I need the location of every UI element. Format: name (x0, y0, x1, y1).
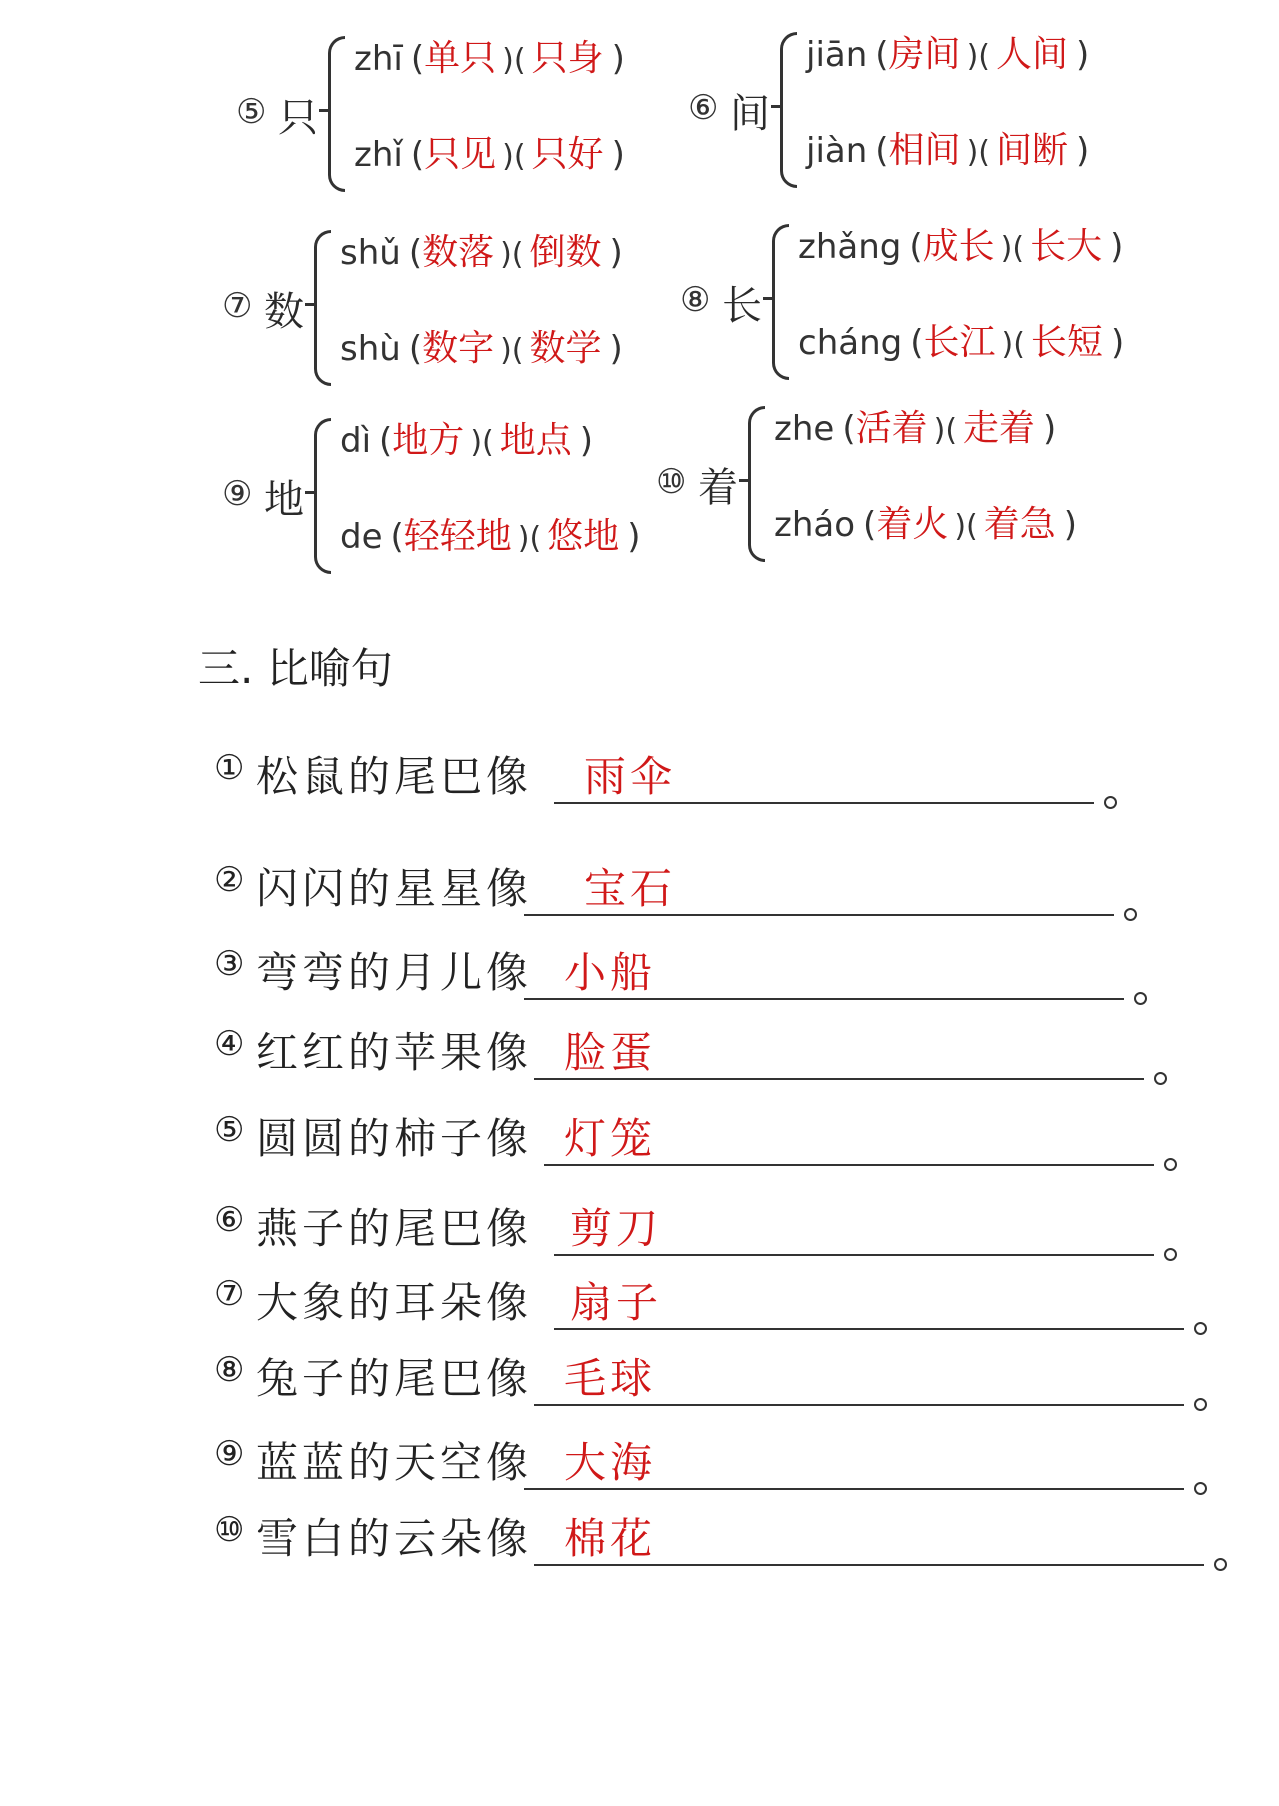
item-number: ⑥ (214, 1200, 245, 1240)
simile-row (214, 1270, 1214, 1330)
answer-word: 地点 (499, 420, 572, 461)
reading-row: zhe (活着 )( 走着 ) (774, 408, 1057, 449)
simile-answer: 大海 (564, 1438, 657, 1487)
group-character: 着 (698, 465, 738, 511)
answer-word: 数字 (422, 328, 495, 369)
group-character: 只 (278, 95, 318, 141)
answer-blank-line (534, 1404, 1184, 1406)
curly-brace (780, 32, 797, 188)
pinyin: zhǎng (798, 227, 902, 267)
answer-word: 相间 (888, 130, 961, 171)
reading-row: zhǎng (成长 )( 长大 ) (798, 226, 1124, 267)
simile-question: 燕子的尾巴像 (256, 1204, 533, 1253)
pinyin: zhī (354, 39, 403, 79)
period-mark (1134, 992, 1147, 1005)
group-number: ⑥ (688, 88, 719, 128)
item-number: ③ (214, 944, 245, 984)
answer-word: 成长 (922, 226, 995, 267)
answer-blank-line (524, 998, 1124, 1000)
pinyin: shù (340, 329, 401, 369)
answer-blank-line (524, 1488, 1184, 1490)
simile-answer: 雨伞 (584, 752, 677, 801)
group-number: ⑨ (222, 474, 253, 514)
pinyin: cháng (798, 323, 903, 363)
answer-word: 着火 (876, 504, 949, 545)
curly-brace (314, 418, 331, 574)
answer-word: 只见 (424, 134, 497, 175)
simile-question: 兔子的尾巴像 (256, 1354, 533, 1403)
curly-brace (748, 406, 765, 562)
group-number: ⑩ (656, 462, 687, 502)
answer-word: 着急 (983, 504, 1056, 545)
answer-blank-line (534, 1564, 1204, 1566)
simile-question: 蓝蓝的天空像 (256, 1438, 533, 1487)
pinyin: zháo (774, 505, 856, 545)
period-mark (1104, 796, 1117, 809)
answer-word: 数落 (422, 232, 495, 273)
group-character: 间 (730, 91, 770, 137)
answer-word: 长短 (1030, 322, 1103, 363)
reading-row: zhī (单只 )( 只身 ) (354, 38, 625, 79)
simile-answer: 毛球 (564, 1354, 657, 1403)
period-mark (1164, 1158, 1177, 1171)
group-character: 数 (264, 289, 304, 335)
answer-word: 单只 (424, 38, 497, 79)
item-number: ② (214, 860, 245, 900)
answer-blank-line (554, 802, 1094, 804)
answer-word: 轻轻地 (403, 516, 512, 557)
item-number: ⑩ (214, 1510, 245, 1550)
period-mark (1154, 1072, 1167, 1085)
answer-blank-line (524, 914, 1114, 916)
curly-brace (328, 36, 345, 192)
simile-row (214, 1196, 1214, 1256)
reading-row: shǔ (数落 )( 倒数 ) (340, 232, 623, 273)
section-title: 三. 比喻句 (198, 644, 393, 693)
item-number: ⑧ (214, 1350, 245, 1390)
simile-row (214, 1106, 1214, 1166)
simile-row (214, 1506, 1214, 1566)
answer-word: 人间 (995, 34, 1068, 75)
answer-word: 走着 (963, 408, 1036, 449)
pinyin: de (340, 517, 383, 557)
answer-word: 数学 (529, 328, 602, 369)
simile-question: 松鼠的尾巴像 (256, 752, 533, 801)
simile-answer: 小船 (564, 948, 657, 997)
answer-blank-line (544, 1164, 1154, 1166)
pinyin: jiàn (806, 131, 868, 171)
item-number: ⑨ (214, 1434, 245, 1474)
period-mark (1194, 1322, 1207, 1335)
group-number: ⑧ (680, 280, 711, 320)
period-mark (1164, 1248, 1177, 1261)
item-number: ④ (214, 1024, 245, 1064)
simile-row (214, 1430, 1214, 1490)
reading-row: jiān (房间 )( 人间 ) (806, 34, 1090, 75)
simile-answer: 扇子 (570, 1278, 663, 1327)
group-character: 长 (722, 283, 762, 329)
simile-question: 圆圆的柿子像 (256, 1114, 533, 1163)
reading-row: de (轻轻地 )( 悠地 ) (340, 516, 641, 557)
period-mark (1214, 1558, 1227, 1571)
period-mark (1124, 908, 1137, 921)
period-mark (1194, 1398, 1207, 1411)
answer-word: 活着 (855, 408, 928, 449)
answer-blank-line (554, 1328, 1184, 1330)
item-number: ① (214, 748, 245, 788)
reading-row: dì (地方 )( 地点 ) (340, 420, 594, 461)
simile-row (214, 1346, 1214, 1406)
simile-question: 闪闪的星星像 (256, 864, 533, 913)
answer-word: 地方 (392, 420, 465, 461)
reading-row: jiàn (相间 )( 间断 ) (806, 130, 1090, 171)
answer-word: 长江 (923, 322, 996, 363)
pinyin: zhe (774, 409, 835, 449)
reading-row: cháng (长江 )( 长短 ) (798, 322, 1125, 363)
reading-row: shù (数字 )( 数学 ) (340, 328, 623, 369)
reading-row: zhǐ (只见 )( 只好 ) (354, 134, 625, 175)
simile-row (214, 744, 1214, 804)
pinyin: zhǐ (354, 135, 403, 175)
curly-brace (772, 224, 789, 380)
simile-row (214, 940, 1214, 1000)
item-number: ⑦ (214, 1274, 245, 1314)
pinyin: shǔ (340, 233, 401, 273)
simile-answer: 宝石 (584, 864, 677, 913)
answer-word: 倒数 (529, 232, 602, 273)
simile-answer: 棉花 (564, 1514, 657, 1563)
answer-word: 只身 (531, 38, 604, 79)
pinyin: dì (340, 421, 372, 461)
simile-answer: 灯笼 (564, 1114, 657, 1163)
group-number: ⑦ (222, 286, 253, 326)
simile-answer: 脸蛋 (564, 1028, 657, 1077)
simile-question: 雪白的云朵像 (256, 1514, 533, 1563)
reading-row: zháo (着火 )( 着急 ) (774, 504, 1078, 545)
curly-brace (314, 230, 331, 386)
period-mark (1194, 1482, 1207, 1495)
group-character: 地 (264, 477, 304, 523)
simile-question: 红红的苹果像 (256, 1028, 533, 1077)
answer-word: 长大 (1030, 226, 1103, 267)
pinyin: jiān (806, 35, 868, 75)
answer-blank-line (534, 1078, 1144, 1080)
simile-answer: 剪刀 (570, 1204, 663, 1253)
simile-row (214, 856, 1214, 916)
answer-blank-line (554, 1254, 1154, 1256)
simile-row (214, 1020, 1214, 1080)
answer-word: 只好 (531, 134, 604, 175)
answer-word: 间断 (995, 130, 1068, 171)
group-number: ⑤ (236, 92, 267, 132)
answer-word: 悠地 (547, 516, 620, 557)
answer-word: 房间 (888, 34, 961, 75)
simile-question: 弯弯的月儿像 (256, 948, 533, 997)
simile-question: 大象的耳朵像 (256, 1278, 533, 1327)
item-number: ⑤ (214, 1110, 245, 1150)
